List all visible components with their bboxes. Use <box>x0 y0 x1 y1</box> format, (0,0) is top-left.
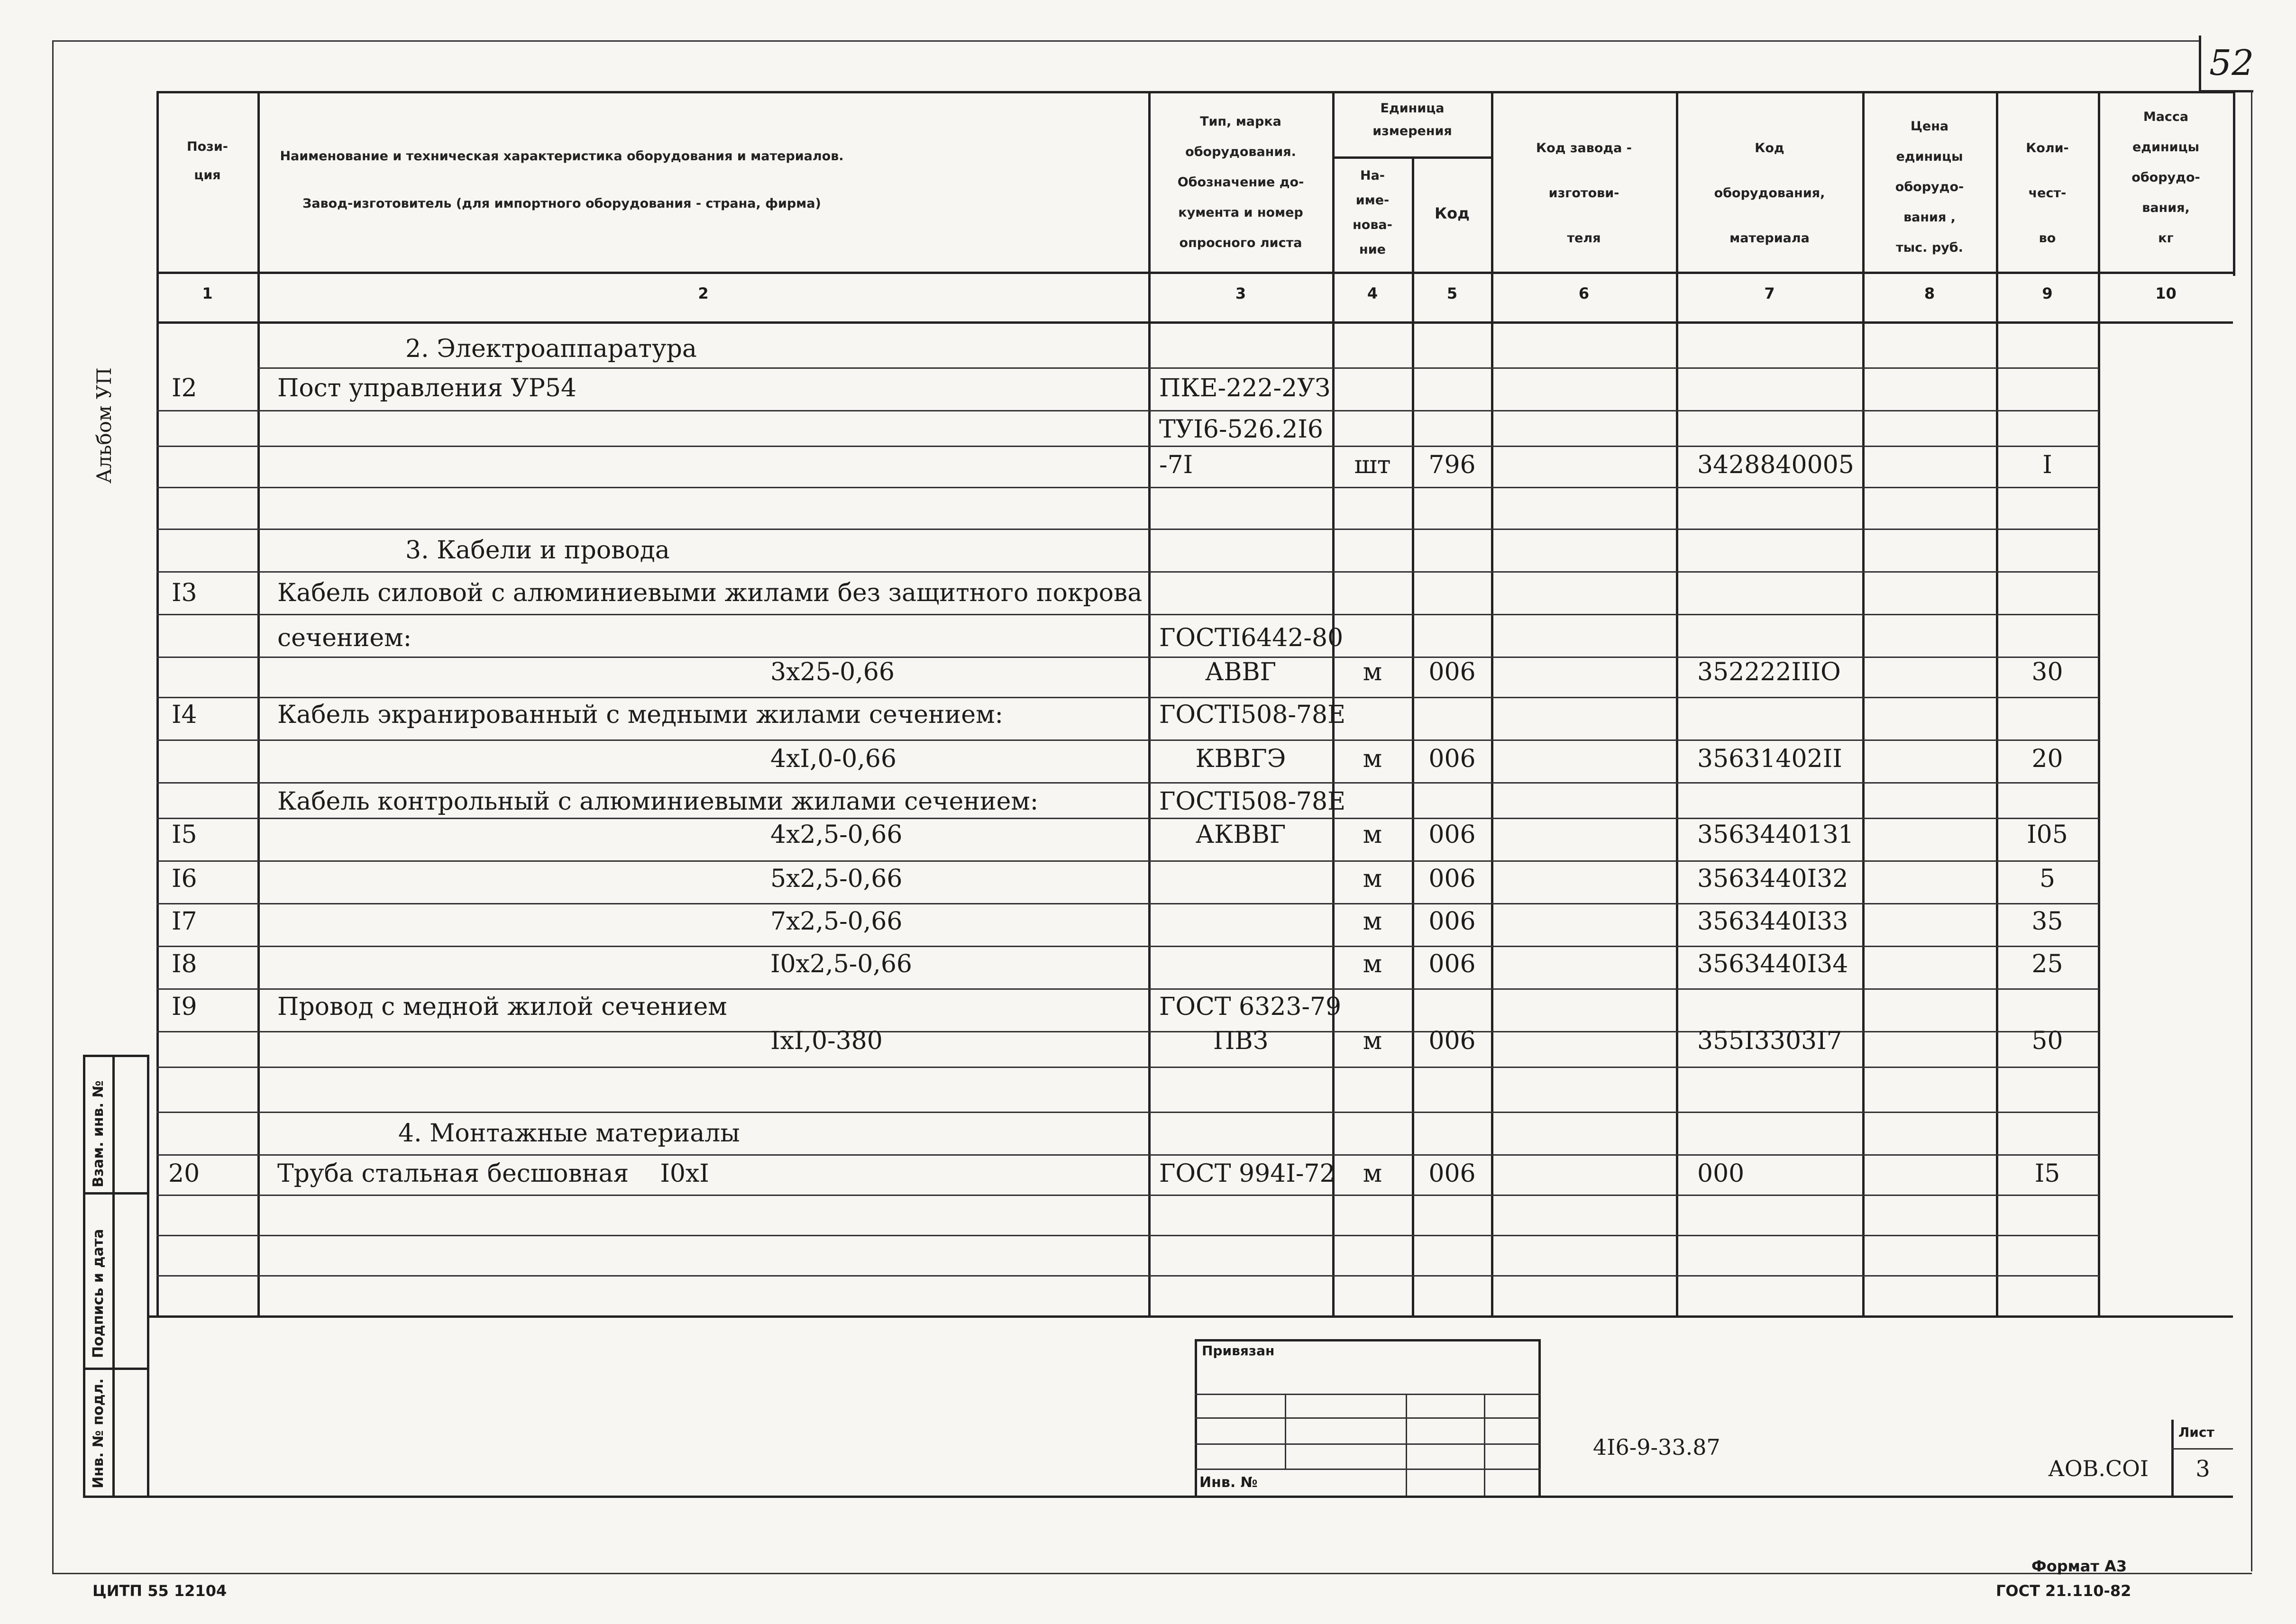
col-number-8: 8 <box>1924 284 1935 302</box>
row-unit: м <box>1363 950 1382 978</box>
row-equipment-code: 352222IIIO <box>1697 658 1841 686</box>
row-position: I7 <box>172 907 197 936</box>
row-quantity: 50 <box>2031 1027 2063 1055</box>
row-quantity: I05 <box>2027 821 2068 849</box>
row-unit-code: 006 <box>1428 1159 1476 1188</box>
col-number-6: 6 <box>1578 284 1590 302</box>
row-equipment-code: 3563440I33 <box>1697 907 1848 936</box>
row-name: 4х2,5-0,66 <box>770 821 903 849</box>
row-unit: м <box>1363 865 1382 893</box>
stamp-inventory-label: Инв. № <box>1199 1474 1258 1491</box>
row-type: ГОСТ 994I-72 <box>1159 1159 1336 1188</box>
row-name: сечением: <box>277 624 412 652</box>
header-unit-group: Единица измерения <box>1372 101 1452 138</box>
row-quantity: 35 <box>2031 907 2063 936</box>
col-number-2: 2 <box>698 284 709 302</box>
header-col4: На- име- нова- ние <box>1353 168 1392 257</box>
sheet-label: Лист <box>2178 1424 2214 1440</box>
row-position: I2 <box>172 374 197 402</box>
sheet-number: 3 <box>2195 1456 2210 1482</box>
row-position: I3 <box>172 579 197 607</box>
row-name: 4хI,0-0,66 <box>770 745 896 773</box>
row-name: I0х2,5-0,66 <box>770 950 912 978</box>
row-unit-code: 006 <box>1428 658 1476 686</box>
row-type: ГОСТI508-78Е <box>1159 787 1346 816</box>
header-col7: Код оборудования, материала <box>1714 141 1825 246</box>
row-type: ТУI6-526.2I6 <box>1159 415 1323 444</box>
header-col5: Код <box>1435 204 1470 222</box>
row-name: Кабель силовой с алюминиевыми жилами без защитного покрова <box>277 579 1143 607</box>
original-inventory-label: Инв. № подл. <box>90 1378 107 1488</box>
header-col2: Наименование и техническая характеристика оборудования и материалов. Завод-изготовитель (для импортного оборудования - страна, фирма) <box>280 149 844 211</box>
row-unit: м <box>1363 1027 1382 1055</box>
row-unit: м <box>1363 745 1382 773</box>
col-number-1: 1 <box>202 284 213 302</box>
row-type: ГОСТI6442-80 <box>1159 624 1344 652</box>
section-title-cables: 3. Кабели и провода <box>405 536 670 565</box>
row-unit-code: 006 <box>1428 865 1476 893</box>
header-col3: Тип, марка оборудования. Обозначение до- кумента и номер опросного листа <box>1177 114 1304 250</box>
row-type: АВВГ <box>1205 658 1277 686</box>
replace-inventory-label: Взам. инв. № <box>90 1080 107 1187</box>
row-unit-code: 006 <box>1428 1027 1476 1055</box>
row-position: I6 <box>172 865 197 893</box>
header-col10: Масса единицы оборудо- вания, кг <box>2131 109 2200 246</box>
header-col6: Код завода - изготови- теля <box>1536 141 1632 246</box>
row-equipment-code: 355I3303I7 <box>1697 1027 1842 1055</box>
row-quantity: 25 <box>2031 950 2063 978</box>
row-type: ГОСТI508-78Е <box>1159 701 1346 729</box>
row-quantity: 5 <box>2039 865 2056 893</box>
row-type: КВВГЭ <box>1195 745 1286 773</box>
stamp-bound-label: Привязан <box>1202 1343 1275 1359</box>
row-equipment-code: 3563440I32 <box>1697 865 1848 893</box>
row-unit: м <box>1363 907 1382 936</box>
col-number-10: 10 <box>2155 284 2177 302</box>
row-unit-code: 006 <box>1428 907 1476 936</box>
row-unit: шт <box>1354 451 1391 479</box>
page-number: 52 <box>2209 43 2254 83</box>
header-col8: Цена единицы оборудо- вания , тыс. руб. <box>1895 119 1964 255</box>
row-name: Пост управления УР54 <box>277 374 577 402</box>
section-title-electrical: 2. Электроаппаратура <box>405 335 697 363</box>
col-number-4: 4 <box>1367 284 1378 302</box>
row-position: 20 <box>168 1159 200 1188</box>
row-name: Труба стальная бесшовная I0хI <box>277 1159 709 1188</box>
footer-left: ЦИТП 55 12104 <box>92 1582 227 1600</box>
section-title-installation: 4. Монтажные материалы <box>398 1119 740 1148</box>
col-number-9: 9 <box>2042 284 2053 302</box>
row-equipment-code: 3428840005 <box>1697 451 1854 479</box>
row-type: -7I <box>1159 451 1193 479</box>
album-label: Альбом УП <box>92 367 116 484</box>
sheet-code: АОВ.СОI <box>2048 1456 2149 1481</box>
row-name: 5х2,5-0,66 <box>770 865 903 893</box>
col-number-7: 7 <box>1764 284 1775 302</box>
row-position: I8 <box>172 950 197 978</box>
row-unit-code: 796 <box>1428 451 1476 479</box>
row-equipment-code: 35634401З1 <box>1697 821 1854 849</box>
row-unit-code: 006 <box>1428 821 1476 849</box>
row-unit-code: 006 <box>1428 745 1476 773</box>
col-number-3: 3 <box>1235 284 1246 302</box>
row-unit-code: 006 <box>1428 950 1476 978</box>
row-type: ГОСТ 6323-79 <box>1159 993 1342 1021</box>
row-unit: м <box>1363 821 1382 849</box>
row-quantity: 30 <box>2031 658 2063 686</box>
row-equipment-code: 3563440I34 <box>1697 950 1848 978</box>
row-equipment-code: 35631402II <box>1697 745 1842 773</box>
row-quantity: I5 <box>2034 1159 2060 1188</box>
footer-gost: ГОСТ 21.110-82 <box>1996 1582 2131 1600</box>
header-col1: Пози- ция <box>187 139 228 182</box>
row-name: Кабель контрольный с алюминиевыми жилами сечением: <box>277 787 1039 816</box>
row-unit: м <box>1363 1159 1382 1188</box>
col-number-5: 5 <box>1446 284 1458 302</box>
row-position: I9 <box>172 993 197 1021</box>
row-quantity: I <box>2042 451 2052 479</box>
row-name: IхI,0-380 <box>770 1027 883 1055</box>
row-position: I5 <box>172 821 197 849</box>
row-name: Кабель экранированный с медными жилами сечением: <box>277 701 1004 729</box>
row-position: I4 <box>172 701 197 729</box>
row-name: 7х2,5-0,66 <box>770 907 903 936</box>
footer-format: Формат А3 <box>2031 1557 2127 1575</box>
row-unit: м <box>1363 658 1382 686</box>
row-type: АКВВГ <box>1195 821 1286 849</box>
row-equipment-code: 000 <box>1697 1159 1745 1188</box>
signature-date-label: Подпись и дата <box>90 1229 107 1358</box>
document-number: 4I6-9-33.87 <box>1593 1434 1720 1460</box>
header-col9: Коли- чест- во <box>2026 141 2069 246</box>
row-type: ПВЗ <box>1213 1027 1268 1055</box>
row-name: Провод с медной жилой сечением <box>277 993 727 1021</box>
row-quantity: 20 <box>2031 745 2063 773</box>
row-type: ПКЕ-222-2УЗ <box>1159 374 1331 402</box>
row-name: 3х25-0,66 <box>770 658 895 686</box>
